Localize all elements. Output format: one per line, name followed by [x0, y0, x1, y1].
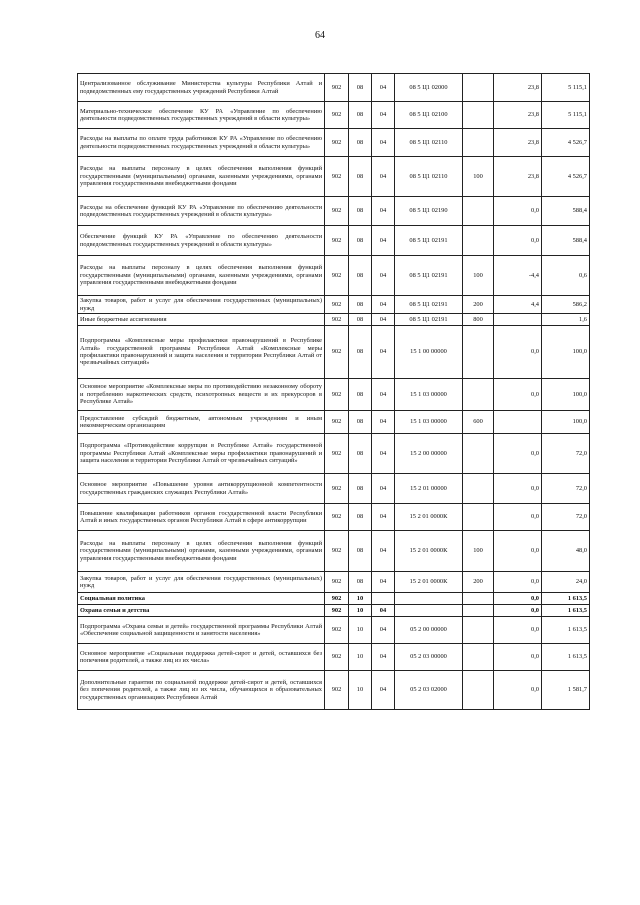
cell-expense-type [463, 129, 494, 157]
cell-total-amount: 72,0 [542, 474, 590, 504]
table-row [78, 671, 590, 710]
cell-glava: 902 [325, 102, 349, 129]
table-row [78, 197, 590, 226]
cell-glava: 902 [325, 256, 349, 296]
cell-total-amount: 4 526,7 [542, 129, 590, 157]
table-row [78, 644, 590, 671]
cell-glava: 902 [325, 434, 349, 474]
cell-name: Социальная политика [78, 593, 325, 605]
cell-razdel: 10 [349, 617, 372, 644]
cell-podrazdel: 04 [372, 157, 395, 197]
cell-target-article: 15 1 00 00000 [395, 326, 463, 379]
cell-glava: 902 [325, 531, 349, 572]
table-row [78, 379, 590, 411]
cell-total-amount: 1 613,5 [542, 593, 590, 605]
cell-podrazdel: 04 [372, 617, 395, 644]
cell-change-amount: 23,8 [494, 102, 542, 129]
cell-name: Подпрограмма «Охрана семьи и детей» государственной программы Республики Алтай «Обеспечение социальной защищенности и занятости населения» [78, 617, 325, 644]
cell-change-amount: 0,0 [494, 226, 542, 256]
cell-glava: 902 [325, 474, 349, 504]
cell-podrazdel: 04 [372, 671, 395, 710]
cell-podrazdel: 04 [372, 644, 395, 671]
cell-podrazdel: 04 [372, 326, 395, 379]
cell-expense-type: 100 [463, 157, 494, 197]
cell-expense-type [463, 617, 494, 644]
cell-podrazdel: 04 [372, 74, 395, 102]
cell-target-article: 15 2 01 00000 [395, 474, 463, 504]
cell-name: Закупка товаров, работ и услуг для обеспечения государственных (муниципальных) нужд [78, 296, 325, 314]
table-row [78, 572, 590, 593]
table-row [78, 593, 590, 605]
cell-glava: 902 [325, 504, 349, 531]
cell-change-amount: 0,0 [494, 671, 542, 710]
cell-glava: 902 [325, 314, 349, 326]
cell-razdel: 10 [349, 671, 372, 710]
cell-expense-type: 200 [463, 296, 494, 314]
cell-podrazdel: 04 [372, 129, 395, 157]
cell-razdel: 08 [349, 531, 372, 572]
table-row [78, 256, 590, 296]
cell-expense-type: 100 [463, 531, 494, 572]
cell-name: Расходы на выплаты персоналу в целях обеспечения выполнения функций государственными (муниципальными) органами, казенными учреждениями, органами управления государственными внебюджетными фондами [78, 157, 325, 197]
budget-table [77, 73, 590, 710]
table-row [78, 326, 590, 379]
cell-target-article: 08 5 Ц1 02191 [395, 314, 463, 326]
cell-name: Расходы на обеспечение функций КУ РА «Управление по обеспечению деятельности подведомственных государственных учреждений в области культуры» [78, 197, 325, 226]
cell-razdel: 08 [349, 157, 372, 197]
cell-podrazdel: 04 [372, 474, 395, 504]
cell-name: Материально-техническое обеспечение КУ РА «Управление по обеспечению деятельности подведомственных государственных учреждений в области культуры» [78, 102, 325, 129]
cell-razdel: 08 [349, 504, 372, 531]
cell-name: Иные бюджетные ассигнования [78, 314, 325, 326]
cell-change-amount: 23,8 [494, 157, 542, 197]
cell-total-amount: 1 581,7 [542, 671, 590, 710]
cell-expense-type: 600 [463, 411, 494, 434]
cell-razdel: 08 [349, 296, 372, 314]
cell-change-amount: 23,8 [494, 129, 542, 157]
cell-podrazdel: 04 [372, 226, 395, 256]
cell-razdel: 08 [349, 129, 372, 157]
table-row [78, 434, 590, 474]
cell-podrazdel: 04 [372, 434, 395, 474]
cell-change-amount: 0,0 [494, 531, 542, 572]
cell-change-amount: 0,0 [494, 197, 542, 226]
cell-total-amount: 48,0 [542, 531, 590, 572]
cell-target-article: 08 5 Ц1 02191 [395, 296, 463, 314]
cell-total-amount: 588,4 [542, 226, 590, 256]
cell-razdel: 08 [349, 326, 372, 379]
cell-total-amount: 586,2 [542, 296, 590, 314]
cell-razdel: 08 [349, 572, 372, 593]
cell-total-amount: 5 115,1 [542, 102, 590, 129]
cell-target-article: 08 5 Ц1 02191 [395, 226, 463, 256]
cell-glava: 902 [325, 644, 349, 671]
cell-target-article: 15 1 03 00000 [395, 379, 463, 411]
cell-glava: 902 [325, 197, 349, 226]
cell-total-amount: 1,6 [542, 314, 590, 326]
cell-total-amount: 100,0 [542, 379, 590, 411]
cell-target-article: 08 5 Ц1 02110 [395, 157, 463, 197]
cell-podrazdel: 04 [372, 379, 395, 411]
cell-razdel: 08 [349, 74, 372, 102]
cell-total-amount: 1 613,5 [542, 617, 590, 644]
cell-target-article [395, 605, 463, 617]
cell-total-amount: 5 115,1 [542, 74, 590, 102]
cell-change-amount: 0,0 [494, 644, 542, 671]
cell-expense-type [463, 474, 494, 504]
cell-glava: 902 [325, 129, 349, 157]
cell-target-article: 15 1 03 00000 [395, 411, 463, 434]
cell-glava: 902 [325, 617, 349, 644]
cell-target-article: 15 2 01 0000К [395, 531, 463, 572]
cell-razdel: 10 [349, 644, 372, 671]
cell-podrazdel: 04 [372, 314, 395, 326]
cell-razdel: 08 [349, 197, 372, 226]
cell-name: Подпрограмма «Комплексные меры профилактики правонарушений в Республике Алтай» государственной программы Республики Алтай «Комплексные меры профилактики правонарушений и защита населения и территории Республики Алтай от чрезвычайных ситуаций» [78, 326, 325, 379]
cell-glava: 902 [325, 593, 349, 605]
cell-target-article: 08 5 Ц1 02100 [395, 102, 463, 129]
cell-total-amount: 24,0 [542, 572, 590, 593]
cell-expense-type: 200 [463, 572, 494, 593]
cell-razdel: 08 [349, 411, 372, 434]
cell-expense-type [463, 197, 494, 226]
cell-podrazdel: 04 [372, 102, 395, 129]
cell-razdel: 10 [349, 605, 372, 617]
cell-target-article: 05 2 03 00000 [395, 644, 463, 671]
cell-target-article: 08 5 Ц1 02190 [395, 197, 463, 226]
cell-change-amount: -4,4 [494, 256, 542, 296]
cell-expense-type [463, 504, 494, 531]
table-row [78, 411, 590, 434]
cell-podrazdel: 04 [372, 256, 395, 296]
cell-target-article: 15 2 01 0000К [395, 504, 463, 531]
cell-expense-type: 800 [463, 314, 494, 326]
cell-razdel: 10 [349, 593, 372, 605]
cell-name: Дополнительные гарантии по социальной поддержке детей-сирот и детей, оставшихся без попечения родителей, а также лиц из их числа, обучающихся в образовательных государственных организациях Республики Алтай [78, 671, 325, 710]
cell-podrazdel: 04 [372, 531, 395, 572]
cell-razdel: 08 [349, 314, 372, 326]
cell-podrazdel: 04 [372, 411, 395, 434]
table-row [78, 531, 590, 572]
cell-target-article: 08 5 Ц1 02000 [395, 74, 463, 102]
cell-glava: 902 [325, 226, 349, 256]
cell-expense-type [463, 593, 494, 605]
cell-target-article: 08 5 Ц1 02110 [395, 129, 463, 157]
cell-change-amount: 0,0 [494, 379, 542, 411]
cell-target-article [395, 593, 463, 605]
cell-change-amount [494, 314, 542, 326]
cell-glava: 902 [325, 605, 349, 617]
table-row [78, 504, 590, 531]
cell-glava: 902 [325, 74, 349, 102]
cell-glava: 902 [325, 379, 349, 411]
cell-glava: 902 [325, 326, 349, 379]
cell-razdel: 08 [349, 226, 372, 256]
cell-glava: 902 [325, 411, 349, 434]
cell-total-amount: 588,4 [542, 197, 590, 226]
cell-name: Централизованное обслуживание Министерства культуры Республики Алтай и подведомственных ему государственных учреждений Республики Алтай [78, 74, 325, 102]
cell-total-amount: 1 613,5 [542, 644, 590, 671]
cell-podrazdel: 04 [372, 197, 395, 226]
table-row [78, 314, 590, 326]
cell-name: Подпрограмма «Противодействие коррупции в Республике Алтай» государственной программы Республики Алтай «Комплексные меры профилактики правонарушений и защита населения и территории Республики Алтай от чрезвычайных ситуаций» [78, 434, 325, 474]
cell-expense-type: 100 [463, 256, 494, 296]
cell-target-article: 15 2 01 0000К [395, 572, 463, 593]
cell-total-amount: 72,0 [542, 434, 590, 474]
cell-target-article: 08 5 Ц1 02191 [395, 256, 463, 296]
cell-target-article: 05 2 03 02000 [395, 671, 463, 710]
cell-change-amount: 0,0 [494, 593, 542, 605]
cell-expense-type [463, 671, 494, 710]
cell-name: Расходы на выплаты персоналу в целях обеспечения выполнения функций государственными (муниципальными) органами, казенными учреждениями, органами управления государственными внебюджетными фондами [78, 256, 325, 296]
cell-razdel: 08 [349, 474, 372, 504]
cell-change-amount: 0,0 [494, 504, 542, 531]
cell-change-amount: 0,0 [494, 434, 542, 474]
table-row [78, 74, 590, 102]
cell-change-amount: 23,8 [494, 74, 542, 102]
cell-podrazdel: 04 [372, 504, 395, 531]
cell-expense-type [463, 326, 494, 379]
cell-change-amount: 0,0 [494, 326, 542, 379]
page-number: 64 [315, 30, 325, 41]
cell-change-amount [494, 411, 542, 434]
table-row [78, 102, 590, 129]
cell-name: Основное мероприятие «Комплексные меры по противодействию незаконному обороту и потреблению наркотических средств, психотропных веществ и их прекурсоров в Республике Алтай» [78, 379, 325, 411]
table-body [78, 74, 590, 710]
cell-razdel: 08 [349, 256, 372, 296]
cell-expense-type [463, 644, 494, 671]
cell-podrazdel: 04 [372, 296, 395, 314]
cell-change-amount: 0,0 [494, 617, 542, 644]
table-row [78, 617, 590, 644]
cell-glava: 902 [325, 572, 349, 593]
table-row [78, 129, 590, 157]
cell-razdel: 08 [349, 434, 372, 474]
cell-expense-type [463, 74, 494, 102]
cell-podrazdel: 04 [372, 572, 395, 593]
cell-total-amount: 72,0 [542, 504, 590, 531]
cell-change-amount: 0,0 [494, 474, 542, 504]
cell-expense-type [463, 379, 494, 411]
cell-expense-type [463, 434, 494, 474]
cell-name: Предоставление субсидий бюджетным, автономным учреждениям и иным некоммерческим организациям [78, 411, 325, 434]
cell-name: Охрана семьи и детства [78, 605, 325, 617]
cell-total-amount: 0,6 [542, 256, 590, 296]
cell-glava: 902 [325, 671, 349, 710]
table-row [78, 226, 590, 256]
cell-total-amount: 100,0 [542, 411, 590, 434]
cell-name: Повышение квалификации работников органов государственной власти Республики Алтай и иных государственных органов Республики Алтай в сфере антикоррупции [78, 504, 325, 531]
cell-podrazdel: 04 [372, 605, 395, 617]
cell-change-amount: 0,0 [494, 572, 542, 593]
cell-name: Закупка товаров, работ и услуг для обеспечения государственных (муниципальных) нужд [78, 572, 325, 593]
cell-change-amount: 4,4 [494, 296, 542, 314]
cell-name: Основное мероприятие «Социальная поддержка детей-сирот и детей, оставшихся без попечения родителей, а также лиц из их числа» [78, 644, 325, 671]
cell-total-amount: 100,0 [542, 326, 590, 379]
cell-name: Основное мероприятие «Повышение уровня антикоррупционной компетентности государственных гражданских служащих Республики Алтай» [78, 474, 325, 504]
table-row [78, 605, 590, 617]
table-row [78, 474, 590, 504]
cell-name: Обеспечение функций КУ РА «Управление по обеспечению деятельности подведомственных государственных учреждений в области культуры» [78, 226, 325, 256]
cell-target-article: 15 2 00 00000 [395, 434, 463, 474]
cell-expense-type [463, 102, 494, 129]
cell-change-amount: 0,0 [494, 605, 542, 617]
cell-target-article: 05 2 00 00000 [395, 617, 463, 644]
cell-glava: 902 [325, 157, 349, 197]
cell-podrazdel [372, 593, 395, 605]
cell-expense-type [463, 605, 494, 617]
table-row [78, 157, 590, 197]
cell-razdel: 08 [349, 102, 372, 129]
table-row [78, 296, 590, 314]
cell-expense-type [463, 226, 494, 256]
cell-glava: 902 [325, 296, 349, 314]
cell-name: Расходы на выплаты персоналу в целях обеспечения выполнения функций государственными (муниципальными) органами, казенными учреждениями, органами управления государственными внебюджетными фондами [78, 531, 325, 572]
cell-total-amount: 4 526,7 [542, 157, 590, 197]
cell-total-amount: 1 613,5 [542, 605, 590, 617]
cell-razdel: 08 [349, 379, 372, 411]
cell-name: Расходы на выплаты по оплате труда работников КУ РА «Управление по обеспечению деятельности подведомственных государственных учреждений в области культуры» [78, 129, 325, 157]
